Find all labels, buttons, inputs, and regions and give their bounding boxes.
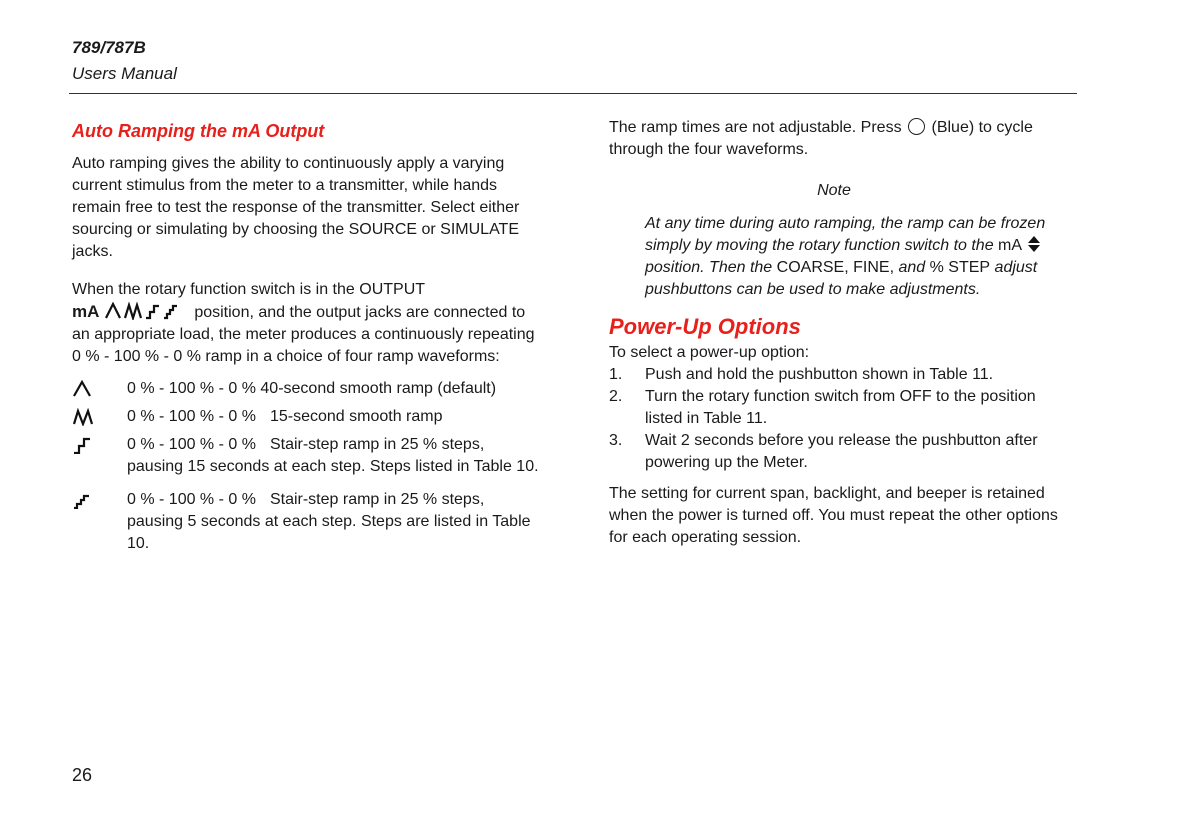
list-item [72, 406, 542, 428]
page-number: 26 [72, 765, 93, 785]
step-number: 2. [609, 388, 623, 405]
power-up-steps [609, 364, 1059, 474]
ramp-text-end: (Blue) to cycle through the four waveforms. [609, 119, 1033, 158]
ramp-text-start: The ramp times are not adjustable. Press [609, 119, 902, 136]
switch-text: position, and the output jacks are connected to an appropriate load, the meter produces a continuously repeating 0 % - 100 % - 0 % ramp in a choice of four ramp waveforms: [72, 304, 535, 365]
waveform-list [72, 378, 542, 555]
closing-paragraph: The setting for current span, backlight, and beeper is retained when the power is turned off. You must repeat the other options for each operating session. [609, 485, 1058, 546]
waveform-range: 0 % - 100 % - 0 % [127, 436, 256, 453]
waveform-range: 0 % - 100 % - 0 % [127, 408, 256, 425]
waveform-desc: Stair-step ramp in 25 % steps, pausing 15 seconds at each step. Steps listed in Table 10. [127, 436, 539, 475]
list-item [72, 378, 542, 400]
waveform-desc: 40-second smooth ramp (default) [260, 380, 497, 397]
switch-paragraph [72, 279, 542, 368]
fast-ramp-icon [72, 408, 94, 426]
step-number: 3. [609, 432, 623, 449]
note-text-1: At any time during auto ramping, the ramp can be frozen simply by moving the rotary function switch to the [645, 215, 1046, 254]
note-step: % STEP [929, 259, 991, 276]
fast-step-icon [72, 491, 92, 509]
header-divider [69, 93, 1077, 94]
slow-ramp-icon [72, 380, 92, 398]
step-text: Turn the rotary function switch from OFF to the position listed in Table 11. [645, 388, 1036, 427]
left-column [72, 118, 542, 555]
step-number: 1. [609, 366, 623, 383]
note-body [645, 213, 1059, 301]
step-text: Wait 2 seconds before you release the pushbutton after powering up the Meter. [645, 432, 1038, 471]
ma-label: mA [72, 302, 100, 321]
right-column [609, 117, 1059, 549]
waveform-range: 0 % - 100 % - 0 % [127, 380, 256, 397]
blue-button-icon [908, 118, 925, 135]
note-label: Note [817, 182, 851, 199]
section-heading-power-up: Power-Up Options [609, 314, 801, 339]
note-text-3: adjust pushbuttons can be used to make adjustments. [645, 259, 1038, 298]
list-item [72, 434, 542, 478]
note-text-2: position. Then the [645, 259, 773, 276]
intro-paragraph: Auto ramping gives the ability to continuously apply a varying current stimulus from the meter to a transmitter, while hands remain free to test the response of the transmitter. Select either sourcing or simulating by choosing the SOURCE or SIMULATE jacks. [72, 155, 520, 260]
list-item [72, 489, 542, 555]
note-ma-label: mA [998, 237, 1023, 254]
manual-title: Users Manual [72, 64, 177, 83]
list-item [609, 430, 1059, 474]
list-item [609, 364, 1059, 386]
slow-step-icon [72, 436, 92, 454]
ramp-symbols-icon [104, 302, 190, 320]
step-text: Push and hold the pushbutton shown in Table 11. [645, 366, 994, 383]
waveform-desc: 15-second smooth ramp [269, 408, 443, 425]
ramp-times-paragraph [609, 117, 1059, 161]
list-item [609, 386, 1059, 430]
waveform-desc: Stair-step ramp in 25 % steps, pausing 5 seconds at each step. Steps are listed in Table 10. [127, 491, 531, 552]
section-heading-auto-ramping: Auto Ramping the mA Output [72, 121, 325, 141]
up-down-arrows-icon [1027, 235, 1041, 253]
note-and: and [898, 259, 926, 276]
waveform-range: 0 % - 100 % - 0 % [127, 491, 256, 508]
switch-intro-text: When the rotary function switch is in the OUTPUT [72, 281, 426, 298]
note-coarse-fine: COARSE, FINE, [776, 259, 895, 276]
manual-model-name: 789/787B [72, 38, 146, 57]
select-instruction: To select a power-up option: [609, 344, 810, 361]
